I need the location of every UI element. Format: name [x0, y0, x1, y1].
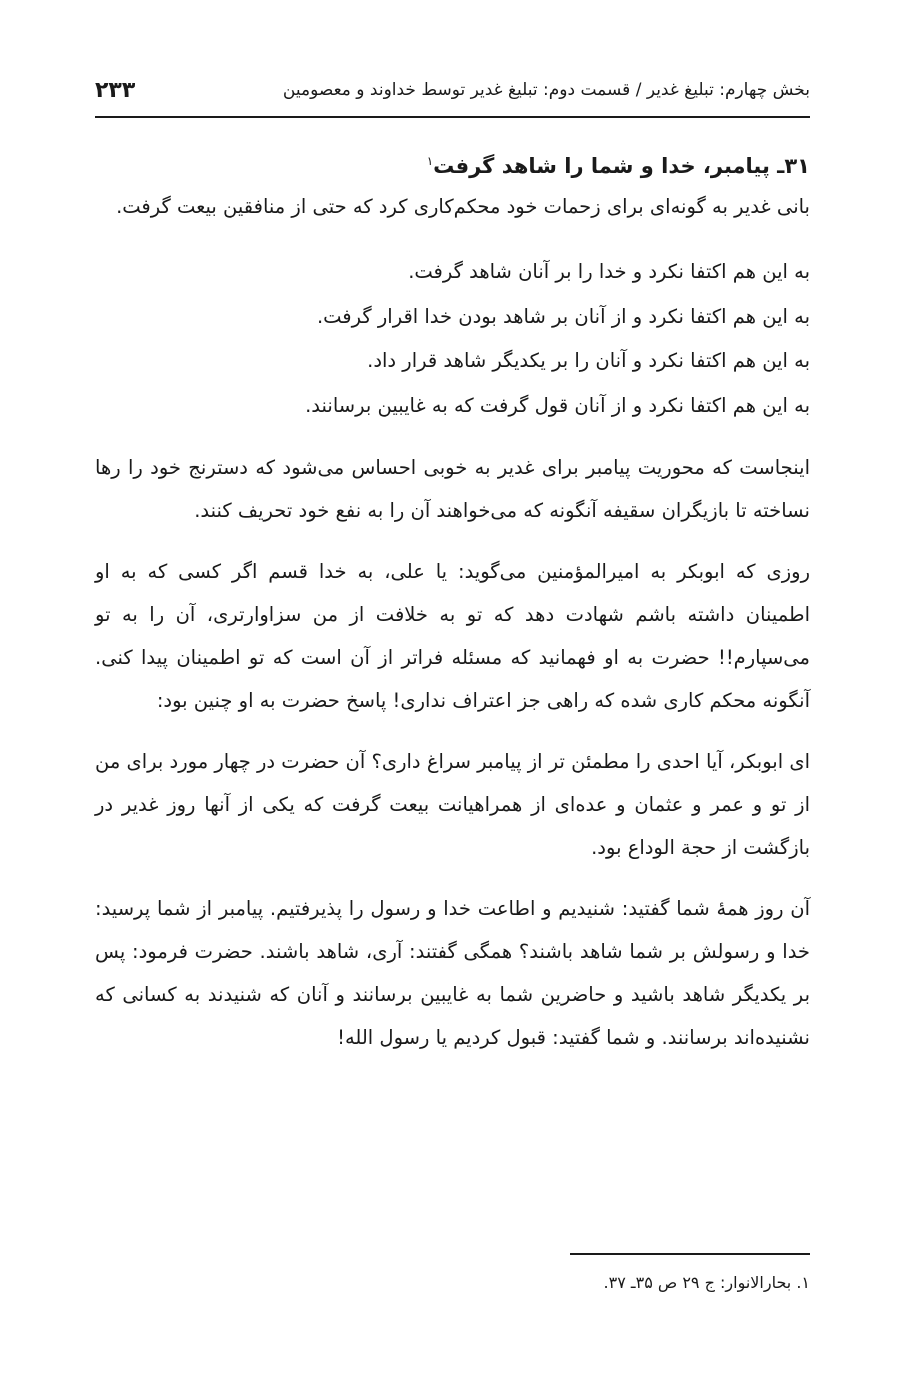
verse-line: به این هم اکتفا نکرد و آنان را بر یکدیگر شاهد قرار داد.	[367, 349, 810, 372]
running-header	[95, 70, 810, 118]
footnote-marker: ۱	[426, 154, 434, 168]
section-heading	[95, 144, 810, 183]
body-paragraph-4: آن روز همهٔ شما گفتید: شنیدیم و اطاعت خدا و رسول را پذیرفتیم. پیامبر از شما پرسید: خدا و رسولش بر شما شاهد باشند؟ همگی گفتند: آری، شاهد باشند. حضرت فرمود: پس بر یکدیگر شاهد باشید و حاضرین شما به غایبین برسانند و آنان که شنیدند به کسانی که نشنیده‌اند برسانند. و شما گفتید: قبول کردیم یا رسول الله!	[95, 897, 810, 1049]
body-paragraph-2: روزی که ابوبکر به امیرالمؤمنین می‌گوید: یا علی، به خدا قسم اگر کسی که به او اطمینان داشته باشم شهادت دهد که تو به خلافت از من سزاوارتری، آن را به تو می‌سپارم!! حضرت به او فهمانید که مسئله فراتر از آن است که تو اطمینان پیدا کنی. آنگونه محکم کاری شده که راهی جز اعتراف نداری! پاسخ حضرت به او چنین بود:	[95, 560, 810, 712]
verse-block	[95, 250, 810, 428]
page-number: ۲۳۳	[95, 77, 136, 103]
footnote: ۱. بحارالانوار: ج ۲۹ ص ۳۵ـ ۳۷.	[603, 1273, 810, 1292]
running-header-title: بخش چهارم: تبلیغ غدیر / قسمت دوم: تبلیغ غدیر توسط خداوند و معصومین	[282, 80, 810, 100]
section-heading-text: ۳۱ـ پیامبر، خدا و شما را شاهد گرفت	[433, 154, 810, 178]
verse-line: به این هم اکتفا نکرد و خدا را بر آنان شاهد گرفت.	[408, 260, 810, 283]
verse-line: به این هم اکتفا نکرد و از آنان قول گرفت که به غایبین برسانند.	[305, 393, 810, 417]
footnote-divider	[570, 1253, 810, 1255]
book-page	[95, 70, 810, 1292]
body-paragraph-1: اینجاست که محوریت پیامبر برای غدیر به خوبی احساس می‌شود که دسترنج خود را رها نساخته تا بازیگران سقیفه آنگونه که می‌خواهند آن را به نفع خود تحریف کنند.	[95, 456, 810, 522]
body-paragraph-3: ای ابوبکر، آیا احدی را مطمئن تر از پیامبر سراغ داری؟ آن حضرت در چهار مورد برای من از تو و عمر و عثمان و عده‌ای از همراهیانت بیعت گرفت که یکی از آنها روز غدیر در بازگشت از حجة الوداع بود.	[95, 750, 810, 859]
intro-paragraph: بانی غدیر به گونه‌ای برای زحمات خود محکم‌کاری کرد که حتی از منافقین بیعت گرفت.	[116, 195, 810, 218]
verse-line: به این هم اکتفا نکرد و از آنان بر شاهد بودن خدا اقرار گرفت.	[316, 304, 810, 328]
